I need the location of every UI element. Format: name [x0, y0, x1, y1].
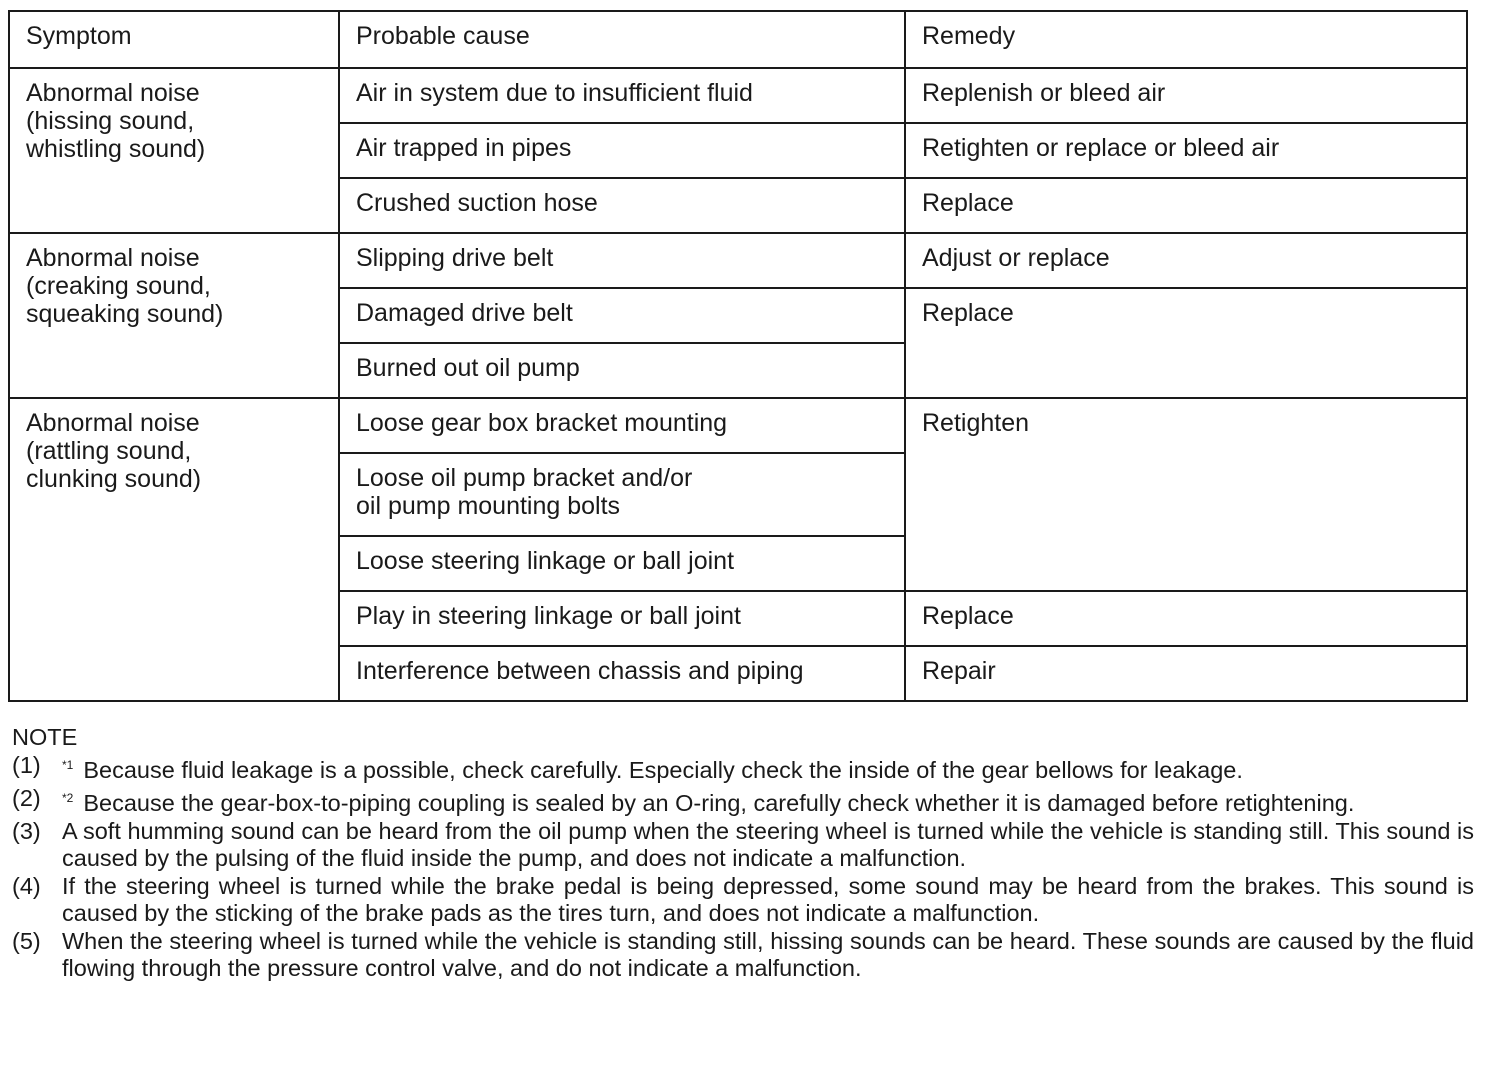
cause-cell: Damaged drive belt: [339, 288, 905, 343]
note-item: [12, 785, 1474, 817]
note-item: [12, 752, 1474, 784]
table-row: [9, 68, 1467, 123]
symptom-cell: Abnormal noise (hissing sound, whistling sound): [9, 68, 339, 233]
cause-cell: Slipping drive belt: [339, 233, 905, 288]
note-number: (5): [12, 927, 41, 954]
cause-cell: Play in steering linkage or ball joint: [339, 591, 905, 646]
cause-cell: Loose oil pump bracket and/or oil pump mounting bolts: [339, 453, 905, 536]
note-item: [12, 818, 1474, 872]
table-row: [9, 233, 1467, 288]
note-item: [12, 928, 1474, 982]
header-symptom: Symptom: [9, 11, 339, 68]
header-remedy: Remedy: [905, 11, 1467, 68]
remedy-cell: Retighten: [905, 398, 1467, 591]
remedy-cell: Adjust or replace: [905, 233, 1467, 288]
note-body: When the steering wheel is turned while the vehicle is standing still, hissing sounds can be heard. These sounds are caused by the fluid flowing through the pressure control valve, and do not indicate a malfunction.: [62, 927, 1474, 981]
note-body: A soft humming sound can be heard from the oil pump when the steering wheel is turned while the vehicle is standing still. This sound is caused by the pulsing of the fluid inside the pump, and does not indicate a malfunction.: [62, 817, 1474, 871]
note-number: (3): [12, 817, 41, 844]
cause-cell: Loose gear box bracket mounting: [339, 398, 905, 453]
remedy-cell: Replace: [905, 591, 1467, 646]
note-text: [62, 752, 1474, 784]
cause-cell: Burned out oil pump: [339, 343, 905, 398]
note-text: [62, 785, 1474, 817]
cause-cell: Interference between chassis and piping: [339, 646, 905, 701]
header-probable-cause: Probable cause: [339, 11, 905, 68]
troubleshooting-table: [8, 10, 1468, 702]
remedy-cell: Replace: [905, 288, 1467, 398]
table-header-row: [9, 11, 1467, 68]
remedy-cell: Retighten or replace or bleed air: [905, 123, 1467, 178]
note-body: Because the gear-box-to-piping coupling is sealed by an O-ring, carefully check whether it is damaged before retightening.: [83, 789, 1355, 816]
cause-cell: Air in system due to insufficient fluid: [339, 68, 905, 123]
cause-cell: Air trapped in pipes: [339, 123, 905, 178]
symptom-cell: Abnormal noise (rattling sound, clunking sound): [9, 398, 339, 701]
notes-section: [12, 724, 1474, 983]
remedy-cell: Replace: [905, 178, 1467, 233]
note-number: (4): [12, 872, 41, 899]
cause-cell: Loose steering linkage or ball joint: [339, 536, 905, 591]
table-row: [9, 398, 1467, 453]
note-number: (1): [12, 752, 41, 778]
remedy-cell: Repair: [905, 646, 1467, 701]
symptom-cell: Abnormal noise (creaking sound, squeaking sound): [9, 233, 339, 398]
note-item: [12, 873, 1474, 927]
notes-title: NOTE: [12, 724, 78, 750]
cause-cell: Crushed suction hose: [339, 178, 905, 233]
note-body: Because fluid leakage is a possible, check carefully. Especially check the inside of the gear bellows for leakage.: [83, 756, 1243, 783]
footnote-mark: *2: [62, 790, 74, 805]
remedy-cell: Replenish or bleed air: [905, 68, 1467, 123]
note-number: (2): [12, 784, 41, 811]
note-body: If the steering wheel is turned while the brake pedal is being depressed, some sound may be heard from the brakes. This sound is caused by the sticking of the brake pads as the tires turn, and does not indicate a malfunction.: [62, 872, 1474, 926]
footnote-mark: *1: [62, 758, 74, 772]
